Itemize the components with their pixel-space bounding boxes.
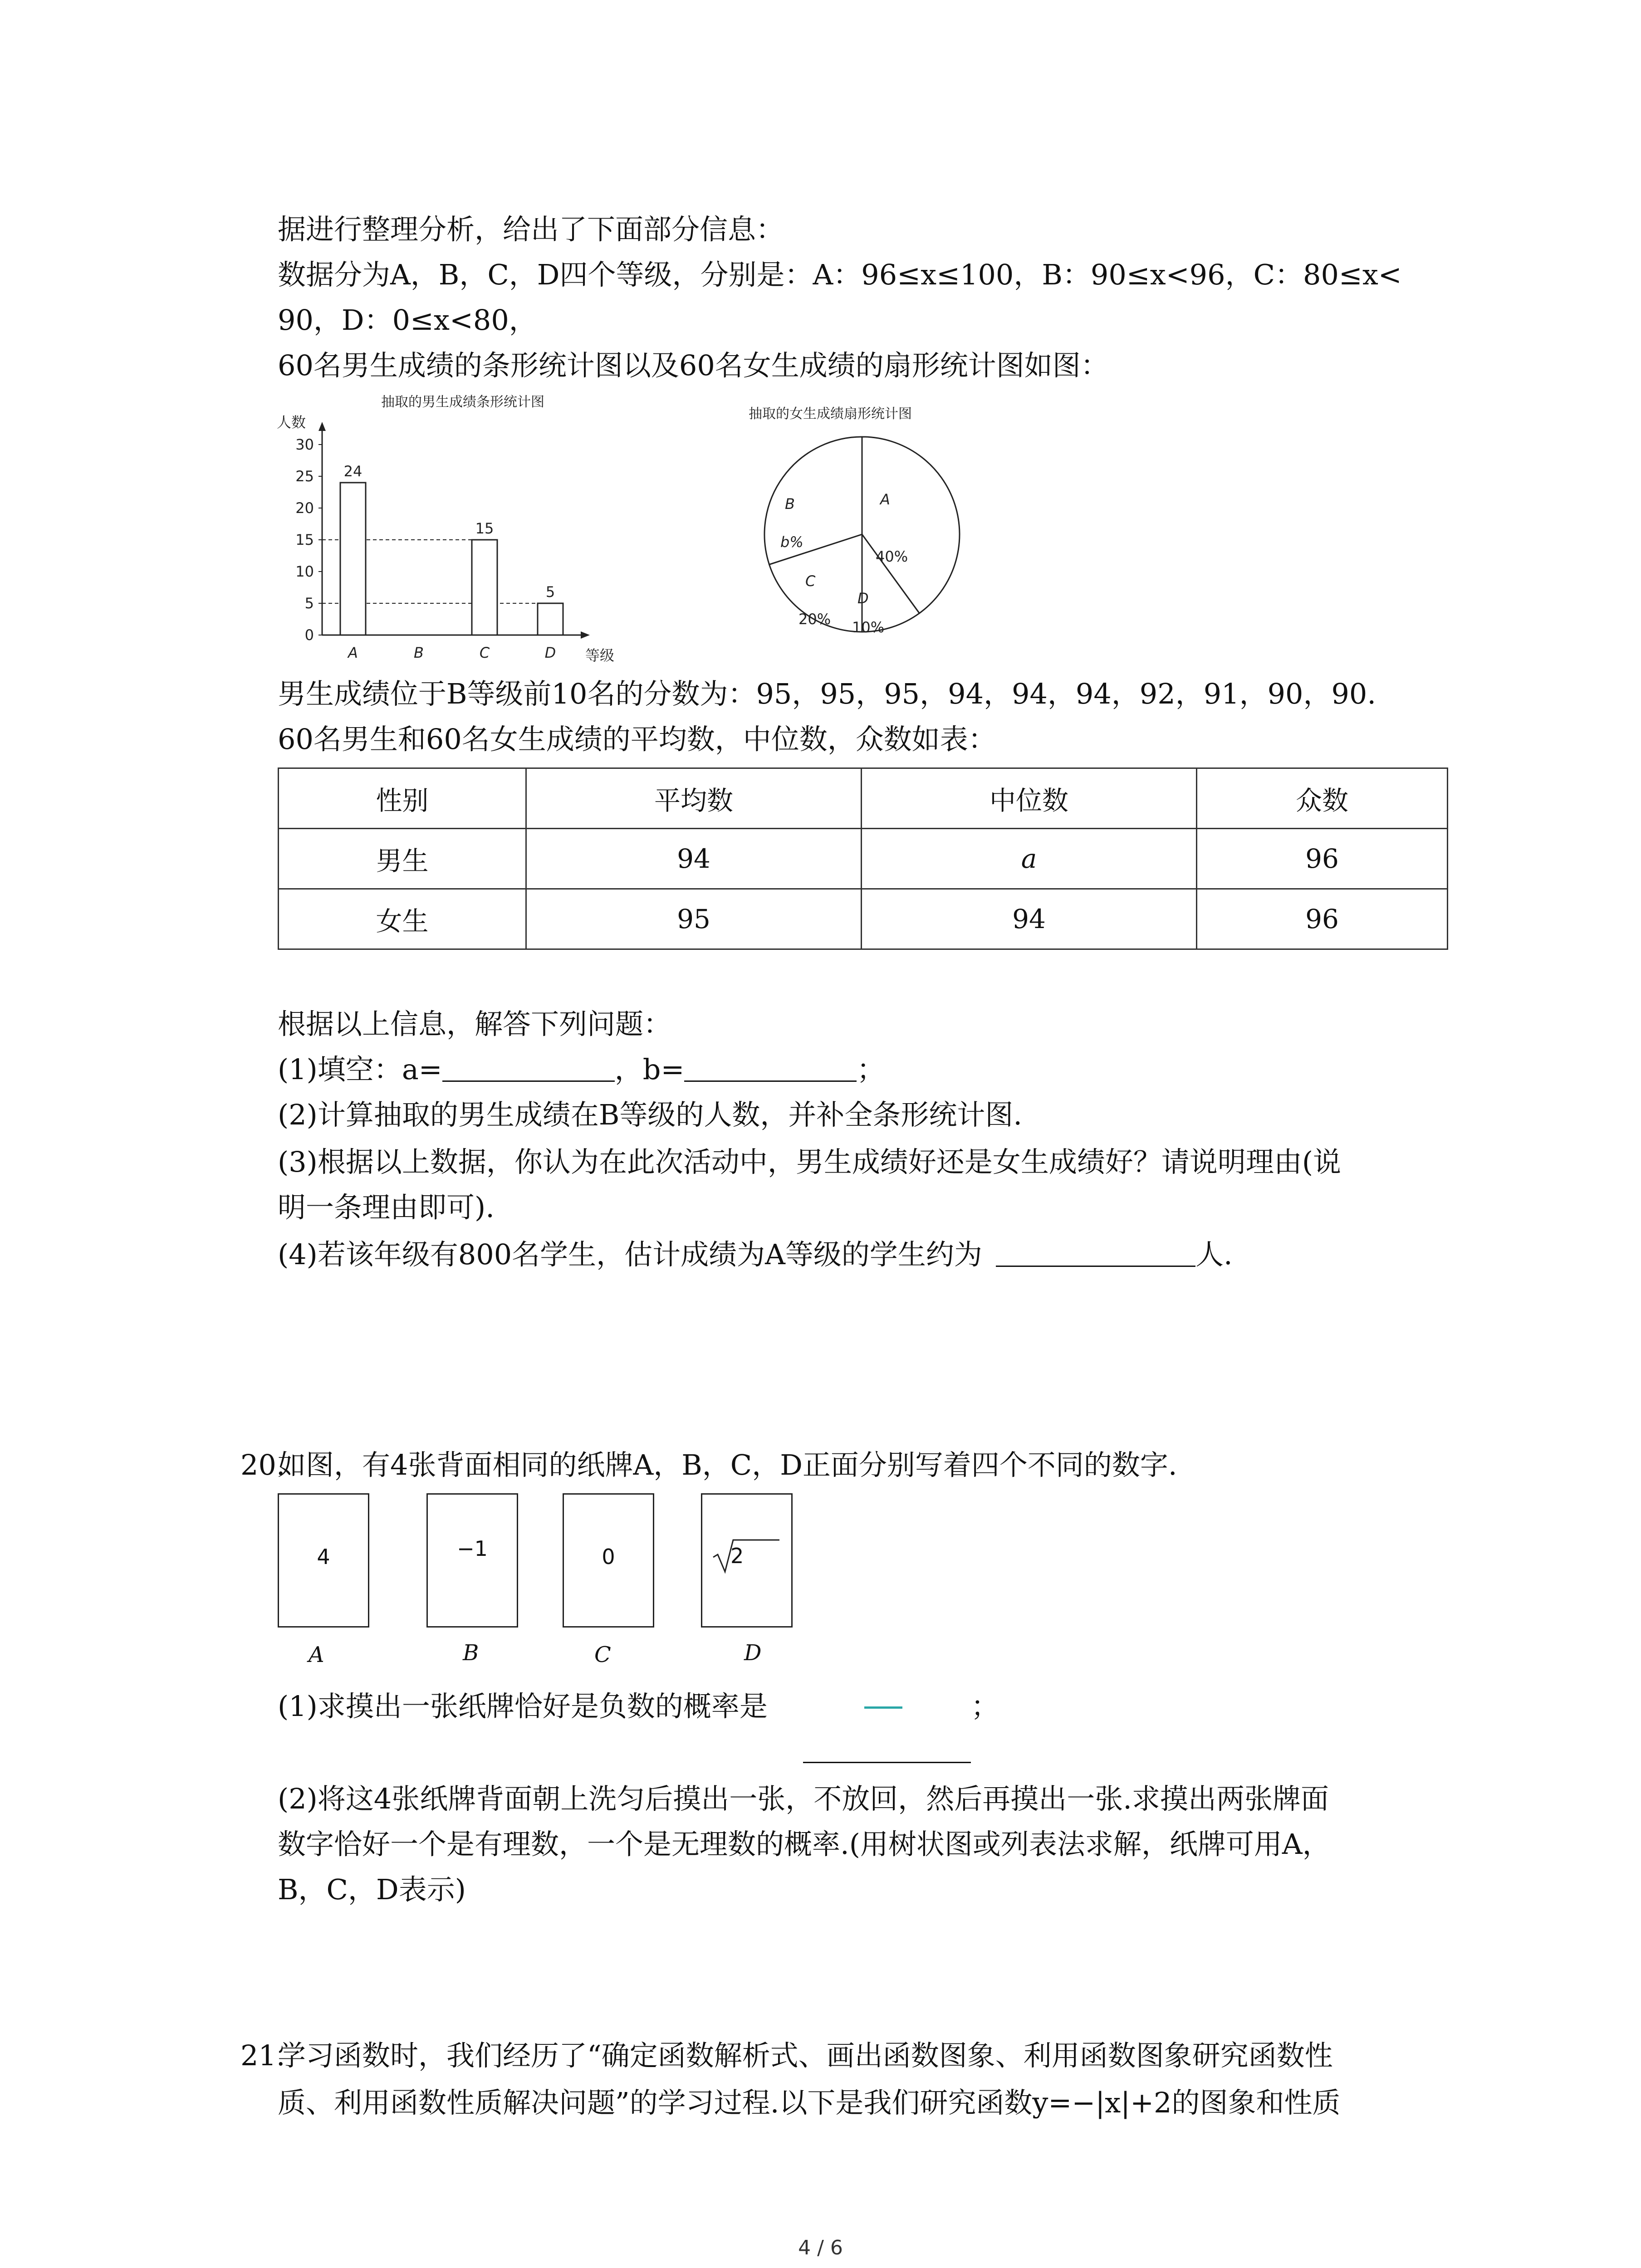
q20-part-2-line-2: 数字恰好一个是有理数，一个是无理数的概率.(用树状图或列表法求解，纸牌可用A， [278,1828,1331,1861]
bar-D [538,603,563,635]
table-cell: 94 [862,889,1197,949]
table-cell: a [862,829,1197,889]
intro-line-2: 数据分为A，B，C，D四个等级，分别是：A：96≤x≤100，B：90≤x<96，C：80≤x< [278,258,1402,291]
female-score-pie-chart [726,390,1007,658]
q19-part-3-line-1: (3)根据以上数据，你认为在此次活动中，男生成绩好还是女生成绩好？请说明理由(说 [278,1145,1342,1178]
bar-chart-title: 抽取的男生成绩条形统计图 [381,394,544,410]
card-c-label: C [594,1642,611,1667]
q19-p1-text-a: (1)填空：a= [278,1053,442,1086]
card-c [563,1493,654,1628]
table-cell: 96 [1197,829,1448,889]
q20-p1-text-a: (1)求摸出一张纸牌恰好是负数的概率是 [278,1690,768,1723]
table-intro: 60名男生和60名女生成绩的平均数，中位数，众数如表： [278,723,996,756]
answer-blank-d[interactable] [803,1762,971,1763]
male-score-bar-chart [272,390,662,671]
bar-A [340,483,366,635]
card-b-label: B [463,1640,479,1666]
q19-part-4 [278,1237,1233,1273]
bar-data-label-D: 5 [545,583,555,601]
bar-y-tick-label: 25 [295,468,314,485]
bar-category-A: A [348,644,358,661]
card-a-label: A [309,1642,324,1667]
table-cell: 96 [1197,889,1448,949]
bar-y-tick-label: 10 [295,563,314,580]
table-row [279,829,1448,889]
q20-stem: 如图，有4张背面相同的纸牌A，B，C，D正面分别写着四个不同的数字. [278,1448,1177,1481]
intro-line-1: 据进行整理分析，给出了下面部分信息： [278,213,784,246]
q19-p1-text-b: ，b= [614,1053,685,1086]
bar-y-tick-label: 5 [304,595,314,612]
q21-number: 21. [240,2039,285,2072]
table-header: 中位数 [862,768,1197,829]
q19-p4-text-b: 人. [1195,1238,1233,1271]
bar-category-D: D [544,644,556,661]
q20-p1-text-b: ； [971,1690,999,1723]
table-cell: 95 [526,889,862,949]
card-b-value: −1 [457,1536,488,1561]
card-c-value: 0 [602,1545,615,1569]
pie-chart-title: 抽取的女生成绩扇形统计图 [749,406,912,422]
intro-line-3: 90，D：0≤x<80， [278,303,537,337]
bar-data-label-A: 24 [343,463,362,480]
bar-y-arrow [318,422,326,431]
pie-pct-D: 10% [852,619,885,636]
answer-dash [864,1706,902,1709]
pie-label-A: A [880,491,890,508]
card-a [278,1493,369,1628]
q19-p1-text-c: ； [857,1053,885,1086]
bar-C [472,540,497,635]
answer-blank-b[interactable] [684,1055,857,1082]
bar-chart-ylabel: 人数 [277,414,306,431]
q20-number: 20. [240,1448,285,1481]
table-header: 平均数 [526,768,862,829]
pie-label-B: B [785,495,795,513]
answer-blank-c[interactable] [996,1240,1195,1267]
table-cell: 女生 [279,889,526,949]
card-a-value: 4 [317,1545,330,1569]
bar-y-tick-label: 30 [295,436,314,453]
page-number: 4 / 6 [798,2236,843,2259]
bar-y-tick-label: 0 [304,626,314,644]
q21-line-1: 学习函数时，我们经历了“确定函数解析式、画出函数图象、利用函数图象研究函数性 [278,2039,1333,2072]
q19-p4-text-a: (4)若该年级有800名学生，估计成绩为A等级的学生约为 [278,1238,982,1271]
q19-part-3-line-2: 明一条理由即可). [278,1191,495,1224]
pie-label-D: D [857,590,869,607]
pie-pct-A: 40% [876,548,908,565]
stats-table [278,767,1448,950]
answer-blank-a[interactable] [442,1055,615,1082]
bar-category-B: B [414,644,424,661]
card-d-value: 2 [730,1544,744,1568]
table-header: 性别 [279,768,526,829]
bar-data-label-C: 15 [475,520,494,537]
table-cell: 94 [526,829,862,889]
q19-part-1 [278,1051,885,1088]
card-b [426,1493,518,1628]
q20-part-2-line-1: (2)将这4张纸牌背面朝上洗匀后摸出一张，不放回，然后再摸出一张.求摸出两张牌面 [278,1782,1329,1815]
table-header: 众数 [1197,768,1448,829]
q20-part-2-line-3: B，C，D表示) [278,1873,466,1906]
bar-chart-xlabel: 等级 [585,647,615,664]
pie-pct-C: 20% [798,611,831,628]
table-header-row [279,768,1448,829]
bar-category-C: C [479,644,490,661]
pie-pct-B: b% [780,533,803,551]
card-d-label: D [744,1640,762,1666]
table-row [279,889,1448,949]
bar-x-arrow [581,631,590,639]
table-cell: 男生 [279,829,526,889]
intro-line-4: 60名男生成绩的条形统计图以及60名女生成绩的扇形统计图如图： [278,349,1109,382]
bar-y-tick-label: 15 [295,531,314,548]
q21-line-2: 质、利用函数性质解决问题”的学习过程.以下是我们研究函数y=−|x|+2的图象和性质 [278,2086,1341,2119]
card-d [701,1493,793,1628]
pie-label-C: C [805,572,816,590]
q20-part-1 [278,1688,768,1725]
b-grade-scores: 男生成绩位于B等级前10名的分数为：95，95，95，94，94，94，92，91，90，90. [278,677,1376,710]
bar-y-tick-label: 20 [295,499,314,517]
q19-part-2: (2)计算抽取的男生成绩在B等级的人数，并补全条形统计图. [278,1098,1023,1131]
q19-lead: 根据以上信息，解答下列问题： [278,1007,672,1041]
